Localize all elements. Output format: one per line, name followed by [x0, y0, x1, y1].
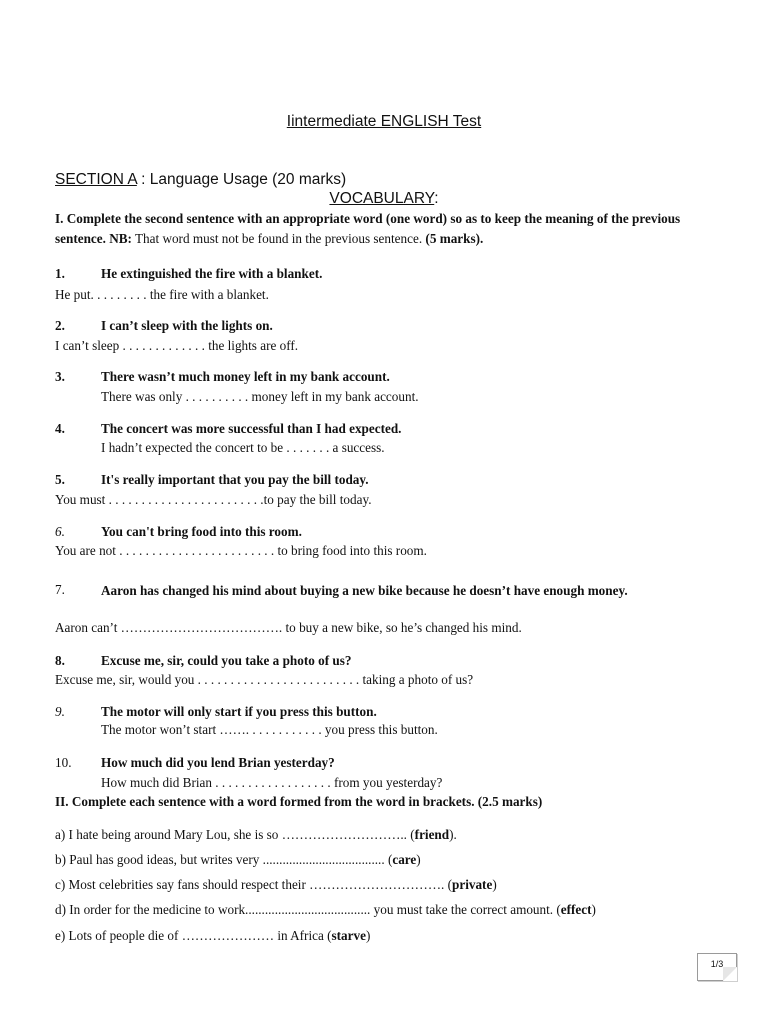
answer-line: He put. . . . . . . . . the fire with a blanket. — [55, 287, 269, 302]
question-prompt: How much did you lend Brian yesterday? — [101, 755, 335, 770]
vocabulary-label: VOCABULARY — [329, 190, 435, 207]
question-number: 1. — [55, 266, 65, 281]
sentence-end: ) — [416, 852, 421, 867]
answer-line: There was only . . . . . . . . . . money left in my bank account. — [101, 389, 419, 404]
bracket-word: care — [392, 852, 417, 867]
page-number: 1/3 — [710, 959, 724, 969]
word-formation-item — [55, 928, 370, 944]
question-prompt: There wasn’t much money left in my bank account. — [101, 369, 390, 384]
word-formation-item — [55, 852, 421, 868]
question-prompt: It's really important that you pay the bill today. — [101, 472, 369, 487]
question-number: 7. — [55, 582, 65, 597]
question-number: 2. — [55, 318, 65, 333]
question-number: 5. — [55, 472, 65, 487]
sentence-end: ) — [492, 877, 497, 892]
section-a-heading — [55, 171, 346, 189]
answer-line: The motor won’t start ……. . . . . . . . . . . . you press this button. — [101, 722, 438, 737]
bracket-word: effect — [560, 902, 592, 917]
question-number: 8. — [55, 653, 65, 668]
word-formation-item — [55, 902, 596, 918]
instruction-1-marks: (5 marks). — [425, 231, 484, 246]
answer-line: Aaron can’t ………………………………. to buy a new bike, so he’s changed his mind. — [55, 620, 522, 635]
sentence-text: e) Lots of people die of ………………… in Africa ( — [55, 928, 332, 943]
question-number: 6. — [55, 524, 65, 539]
question-prompt: He extinguished the fire with a blanket. — [101, 266, 323, 281]
sentence-text: a) I hate being around Mary Lou, she is so ……………………….. ( — [55, 827, 415, 842]
answer-line: I can’t sleep . . . . . . . . . . . . . the lights are off. — [55, 338, 299, 353]
question-prompt: Aaron has changed his mind about buying a new bike because he doesn’t have enough money. — [101, 583, 628, 598]
word-formation-item — [55, 877, 497, 893]
question-number: 3. — [55, 369, 65, 384]
page-number-box — [697, 953, 737, 981]
answer-line: You are not . . . . . . . . . . . . . . . . . . . . . . . . to bring food into this room. — [55, 543, 427, 558]
sentence-text: b) Paul has good ideas, but writes very ..................................... ( — [55, 852, 393, 867]
instruction-1-bold: I. Complete the second sentence with an appropriate word (one word) so as to keep the meaning of the previous sentence. NB: — [55, 211, 681, 246]
sentence-end: ). — [449, 827, 457, 842]
answer-line: You must . . . . . . . . . . . . . . . . . . . . . . . .to pay the bill today. — [55, 492, 372, 507]
question-number: 4. — [55, 421, 65, 436]
instruction-1 — [55, 209, 720, 249]
vocabulary-colon: : — [434, 190, 439, 207]
bracket-word: starve — [331, 928, 366, 943]
question-prompt: The motor will only start if you press this button. — [101, 704, 377, 719]
question-prompt: You can't bring food into this room. — [101, 524, 302, 539]
sentence-end: ) — [591, 902, 596, 917]
page-fold-corner — [723, 967, 737, 981]
question-prompt: The concert was more successful than I had expected. — [101, 421, 402, 436]
question-prompt: Excuse me, sir, could you take a photo of us? — [101, 653, 352, 668]
instruction-2: II. Complete each sentence with a word formed from the word in brackets. (2.5 marks) — [55, 794, 543, 809]
instruction-1-note: That word must not be found in the previous sentence. — [131, 231, 426, 246]
question-prompt: I can’t sleep with the lights on. — [101, 318, 273, 333]
sentence-end: ) — [365, 928, 371, 943]
answer-line: Excuse me, sir, would you . . . . . . . . . . . . . . . . . . . . . . . . . taking a photo of us? — [55, 672, 474, 687]
vocabulary-heading — [0, 190, 768, 208]
section-a-subtitle: : Language Usage (20 marks) — [136, 171, 347, 188]
word-formation-item — [55, 827, 457, 843]
answer-line: I hadn’t expected the concert to be . . . . . . . a success. — [101, 440, 385, 455]
test-title: Iintermediate ENGLISH Test — [286, 113, 482, 130]
sentence-text: c) Most celebrities say fans should respect their …………………………. ( — [55, 877, 453, 892]
bracket-word: private — [452, 877, 493, 892]
section-a-label: SECTION A — [55, 171, 137, 188]
question-number: 10. — [55, 755, 72, 770]
bracket-word: friend — [414, 827, 450, 842]
answer-line: How much did Brian . . . . . . . . . . . . . . . . . . from you yesterday? — [101, 775, 443, 790]
question-number: 9. — [55, 704, 65, 719]
sentence-text: d) In order for the medicine to work...................................... you must take the correct amount. ( — [55, 902, 561, 917]
